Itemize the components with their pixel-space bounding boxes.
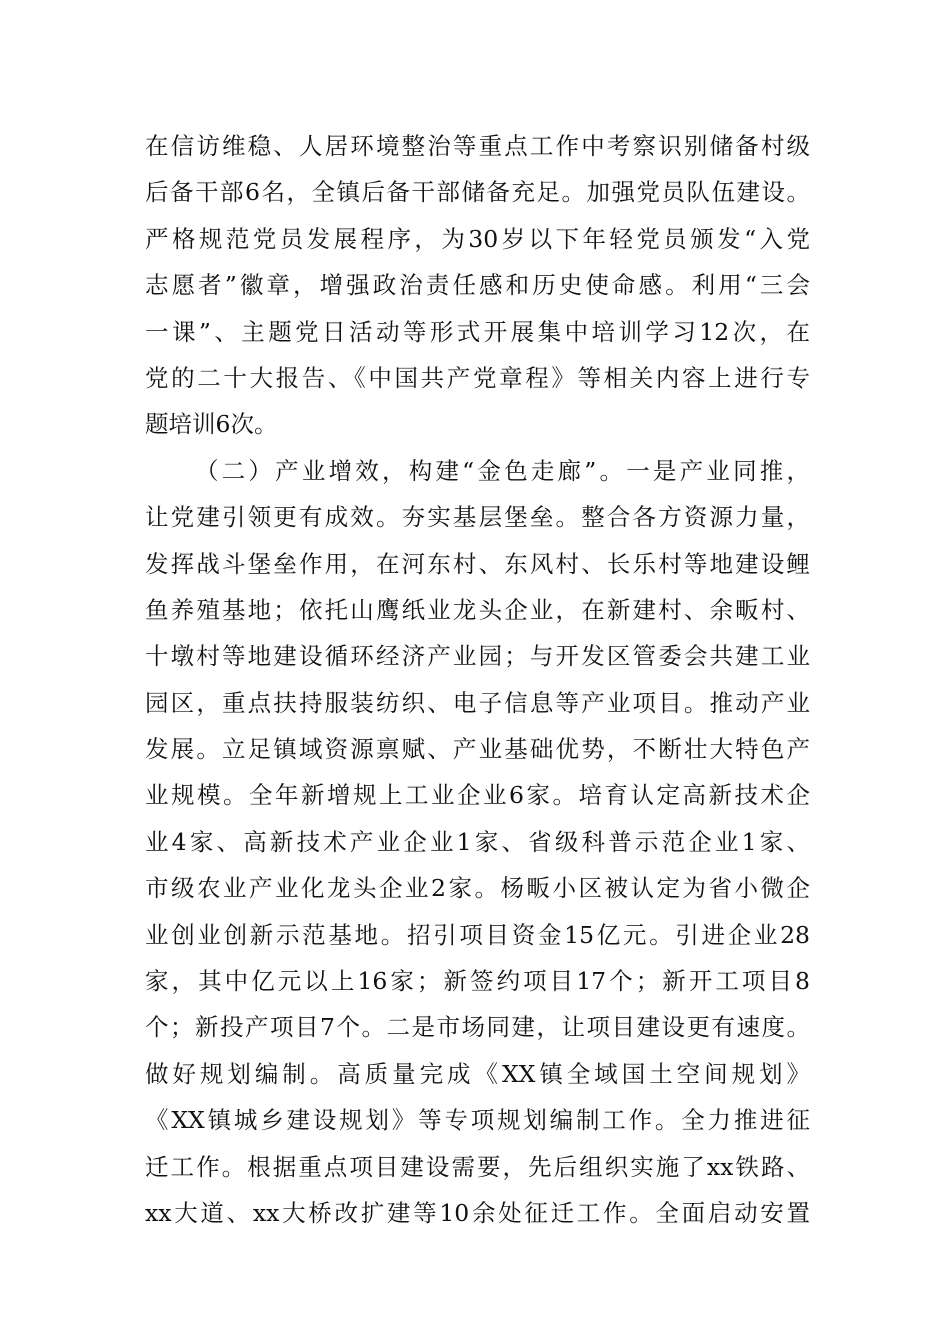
paragraph-1: [145, 123, 810, 448]
text-line: 在信访维稳、人居环境整治等重点工作中考察识别储备村级: [145, 132, 810, 160]
text-line: 严格规范党员发展程序，为30岁以下年轻党员颁发“入党: [145, 224, 810, 253]
text-line: 鱼养殖基地；依托山鹰纸业龙头企业，在新建村、余畈村、: [145, 595, 810, 624]
text-line: 做好规划编制。高质量完成《XX镇全域国土空间规划》: [145, 1059, 810, 1088]
text-line: 业创业创新示范基地。招引项目资金15亿元。引进企业28: [145, 920, 810, 949]
document-body: [145, 123, 810, 1236]
text-line: xx大道、xx大桥改扩建等10余处征迁工作。全面启动安置: [145, 1198, 810, 1227]
text-line: 迁工作。根据重点项目建设需要，先后组织实施了xx铁路、: [145, 1152, 810, 1181]
text-line: 题培训6次。: [145, 410, 278, 439]
paragraph-2: [145, 448, 810, 1237]
text-line: 发展。立足镇域资源禀赋、产业基础优势，不断壮大特色产: [145, 735, 810, 764]
text-line: 业4家、高新技术产业企业1家、省级科普示范企业1家、: [145, 827, 810, 856]
text-line: 党的二十大报告、《中国共产党章程》等相关内容上进行专: [145, 363, 810, 392]
section-heading-line: （二）产业增效，构建“金色走廊”。一是产业同推，: [195, 456, 810, 485]
text-line: 一课”、主题党日活动等形式开展集中培训学习12次，在: [145, 317, 810, 346]
text-line: 发挥战斗堡垒作用，在河东村、东风村、长乐村等地建设鲤: [145, 549, 810, 578]
text-line: 后备干部6名，全镇后备干部储备充足。加强党员队伍建设。: [145, 178, 810, 207]
text-line: 《XX镇城乡建设规划》等专项规划编制工作。全力推进征: [145, 1106, 810, 1135]
text-line: 市级农业产业化龙头企业2家。杨畈小区被认定为省小微企: [145, 874, 810, 903]
text-line: 业规模。全年新增规上工业企业6家。培育认定高新技术企: [145, 781, 810, 810]
text-line: 十墩村等地建设循环经济产业园；与开发区管委会共建工业: [145, 642, 810, 671]
text-line: 园区，重点扶持服装纺织、电子信息等产业项目。推动产业: [145, 688, 810, 717]
text-line: 让党建引领更有成效。夯实基层堡垒。整合各方资源力量，: [145, 503, 810, 532]
text-line: 家，其中亿元以上16家；新签约项目17个；新开工项目8: [145, 967, 810, 996]
text-line: 个；新投产项目7个。二是市场同建，让项目建设更有速度。: [145, 1013, 810, 1042]
text-line: 志愿者”徽章，增强政治责任感和历史使命感。利用“三会: [145, 271, 810, 300]
